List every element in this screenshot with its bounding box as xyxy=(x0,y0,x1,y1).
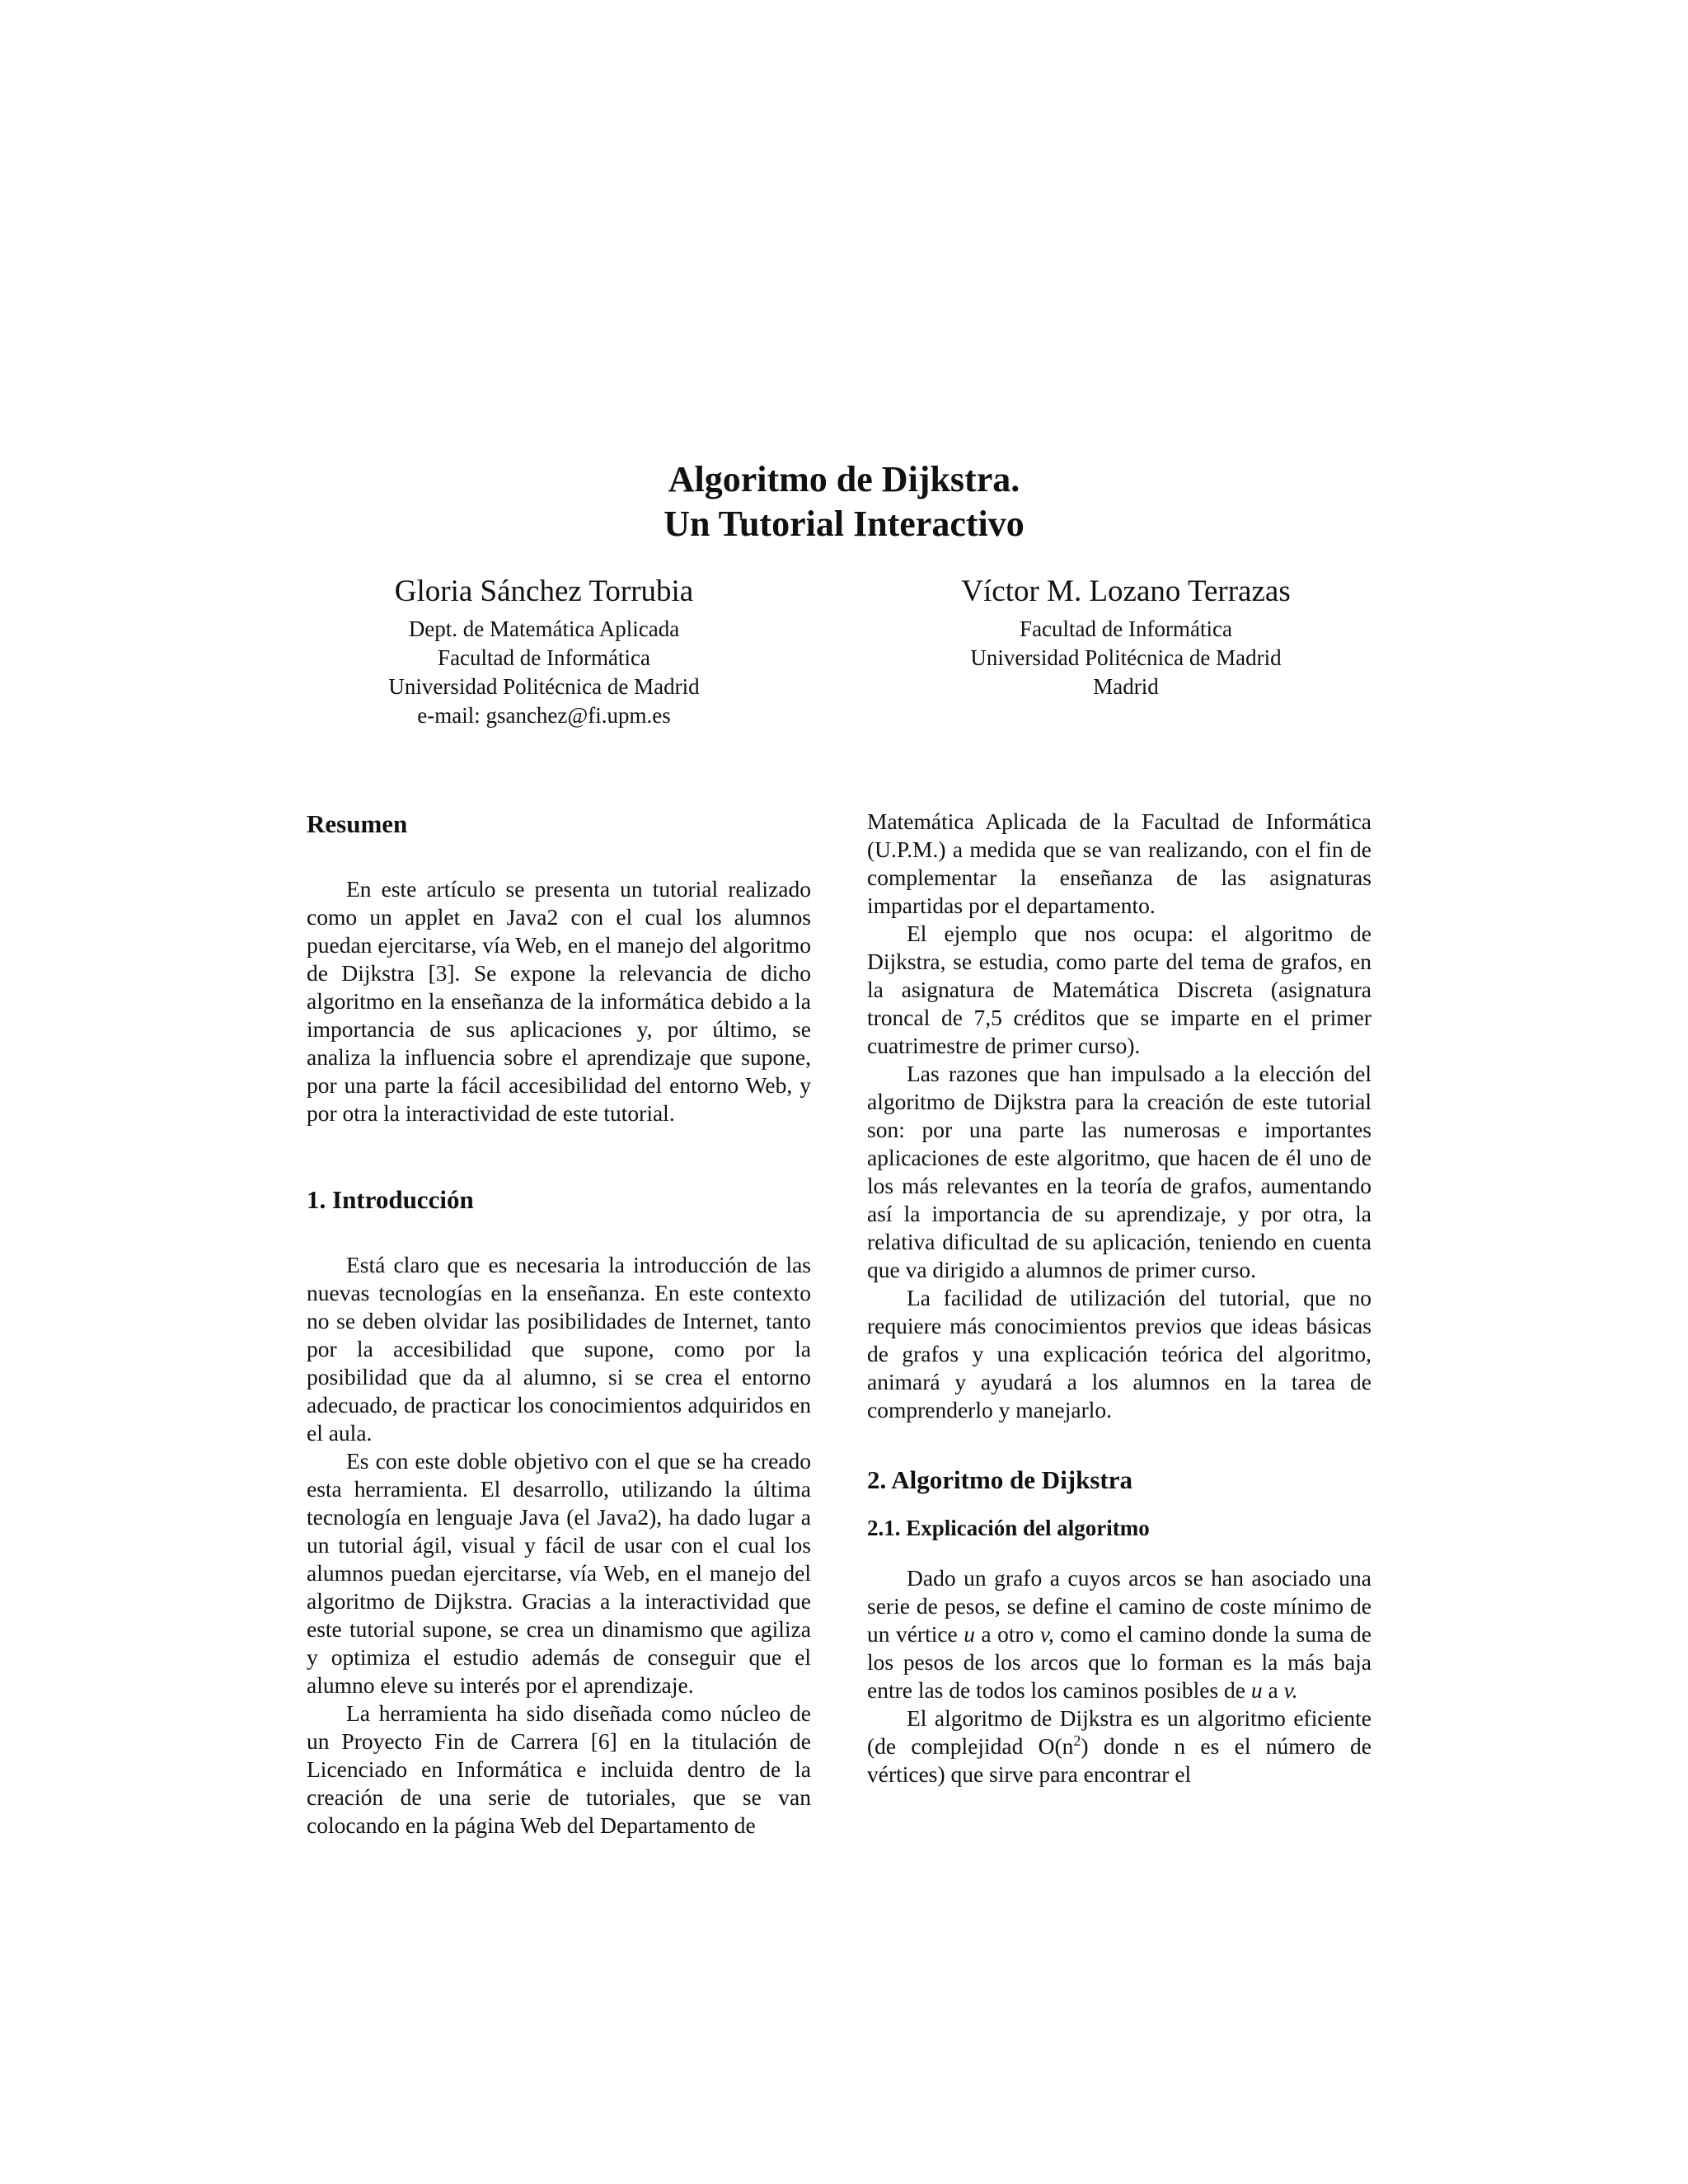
text-span: Dado un grafo a cuyos arcos se han asociado una serie de pesos, se define el camino de coste mínimo de un vértice xyxy=(867,1565,1372,1647)
subsection-2-1-heading: 2.1. Explicación del algoritmo xyxy=(867,1516,1150,1540)
superscript: 2 xyxy=(1073,1732,1081,1749)
title-line-2: Un Tutorial Interactivo xyxy=(663,504,1025,544)
intro-heading: 1. Introducción xyxy=(307,1185,474,1214)
abstract-heading: Resumen xyxy=(307,809,408,838)
author-1-affiliation-line: Universidad Politécnica de Madrid xyxy=(388,674,700,699)
math-symbol: v, xyxy=(1039,1621,1054,1647)
title-line-1: Algoritmo de Dijkstra. xyxy=(668,459,1020,499)
author-1 xyxy=(313,572,775,730)
text-span: como el camino donde la suma de los pesos de los arcos que lo forman es la más baja entre las de todos los caminos posibles de xyxy=(867,1621,1372,1703)
intro-paragraph: El ejemplo que nos ocupa: el algoritmo de Dijkstra, se estudia, como parte del tema de grafos, en la asignatura de Matemática Discreta (asignatura troncal de 7,5 créditos que se imparte en el primer cuatrimestre de primer curso). xyxy=(867,921,1372,1058)
left-column xyxy=(307,808,811,1840)
author-1-email: e-mail: gsanchez@fi.upm.es xyxy=(417,703,671,728)
section-2-paragraph xyxy=(867,1704,1372,1788)
intro-paragraph: Es con este doble objetivo con el que se ha creado esta herramienta. El desarrollo, utilizando la última tecnología en lenguaje Java (el Java2), ha dado lugar a un tutorial ágil, visual y fácil de usar con el cual los alumnos puedan ejercitarse, vía Web, en el manejo del algoritmo de Dijkstra. Gracias a la interactividad que este tutorial supone, se crea un dinamismo que agiliza y optimiza el estudio además de conseguir que el alumno eleve su interés por el aprendizaje. xyxy=(307,1448,811,1698)
author-2-affiliation-line: Madrid xyxy=(1093,674,1159,699)
intro-paragraph: La facilidad de utilización del tutorial, que no requiere más conocimientos previos que ideas básicas de grafos y una explicación teórica del algoritmo, animará y ayudará a los alumnos en la tarea de comprenderlo y manejarlo. xyxy=(867,1285,1372,1422)
author-2 xyxy=(895,572,1357,701)
author-1-affiliation-line: Facultad de Informática xyxy=(438,645,650,670)
intro-paragraph: Las razones que han impulsado a la elección del algoritmo de Dijkstra para la creación de este tutorial son: por una parte las numerosas e importantes aplicaciones de este algoritmo, que hacen de él uno de los más relevantes en la teoría de grafos, aumentando así la importancia de su aprendizaje, y por otra, la relativa dificultad de su aplicación, teniendo en cuenta que va dirigido a alumnos de primer curso. xyxy=(867,1061,1372,1282)
math-symbol: u xyxy=(964,1621,975,1647)
intro-paragraph: La herramienta ha sido diseñada como núcleo de un Proyecto Fin de Carrera [6] en la titulación de Licenciado en Informática e incluida dentro de la creación de una serie de tutoriales, que se van colocando en la página Web del Departamento de xyxy=(307,1700,811,1838)
math-symbol: v. xyxy=(1283,1677,1298,1703)
text-span: ) donde n es el número de vértices) que sirve para encontrar el xyxy=(867,1733,1372,1787)
intro-paragraph-continued: Matemática Aplicada de la Facultad de Informática (U.P.M.) a medida que se van realizando, con el fin de complementar la enseñanza de las asignaturas impartidas por el departamento. xyxy=(867,808,1372,918)
right-column xyxy=(867,808,1372,1788)
intro-paragraph: Está claro que es necesaria la introducción de las nuevas tecnologías en la enseñanza. En este contexto no se deben olvidar las posibilidades de Internet, tanto por la accesibilidad que supone, como por la posibilidad que da al alumno, si se crea el entorno adecuado, de practicar los conocimientos adquiridos en el aula. xyxy=(307,1252,811,1446)
author-1-affiliation-line: Dept. de Matemática Aplicada xyxy=(408,616,680,641)
text-span: a otro xyxy=(974,1621,1040,1647)
abstract-text: En este artículo se presenta un tutorial realizado como un applet en Java2 con el cual los alumnos puedan ejercitarse, vía Web, en el manejo del algoritmo de Dijkstra [3]. Se expone la relevancia de dicho algoritmo en la enseñanza de la informática debido a la importancia de sus aplicaciones y, por último, se analiza la influencia sobre el aprendizaje que supone, por una parte la fácil accesibilidad del entorno Web, y por otra la interactividad de este tutorial. xyxy=(307,876,811,1126)
text-span: El algoritmo de Dijkstra es un algoritmo eficiente (de complejidad O(n xyxy=(867,1705,1372,1759)
author-2-affiliation-line: Universidad Politécnica de Madrid xyxy=(970,645,1282,670)
author-2-affiliation-line: Facultad de Informática xyxy=(1020,616,1232,641)
text-span: a xyxy=(1262,1677,1284,1703)
section-2-heading: 2. Algoritmo de Dijkstra xyxy=(867,1465,1133,1494)
paper-title xyxy=(0,457,1688,546)
author-1-name: Gloria Sánchez Torrubia xyxy=(394,574,694,608)
author-2-name: Víctor M. Lozano Terrazas xyxy=(961,574,1291,608)
math-symbol: u xyxy=(1250,1677,1263,1703)
section-2-paragraph xyxy=(867,1564,1372,1704)
author-block xyxy=(0,572,1688,737)
